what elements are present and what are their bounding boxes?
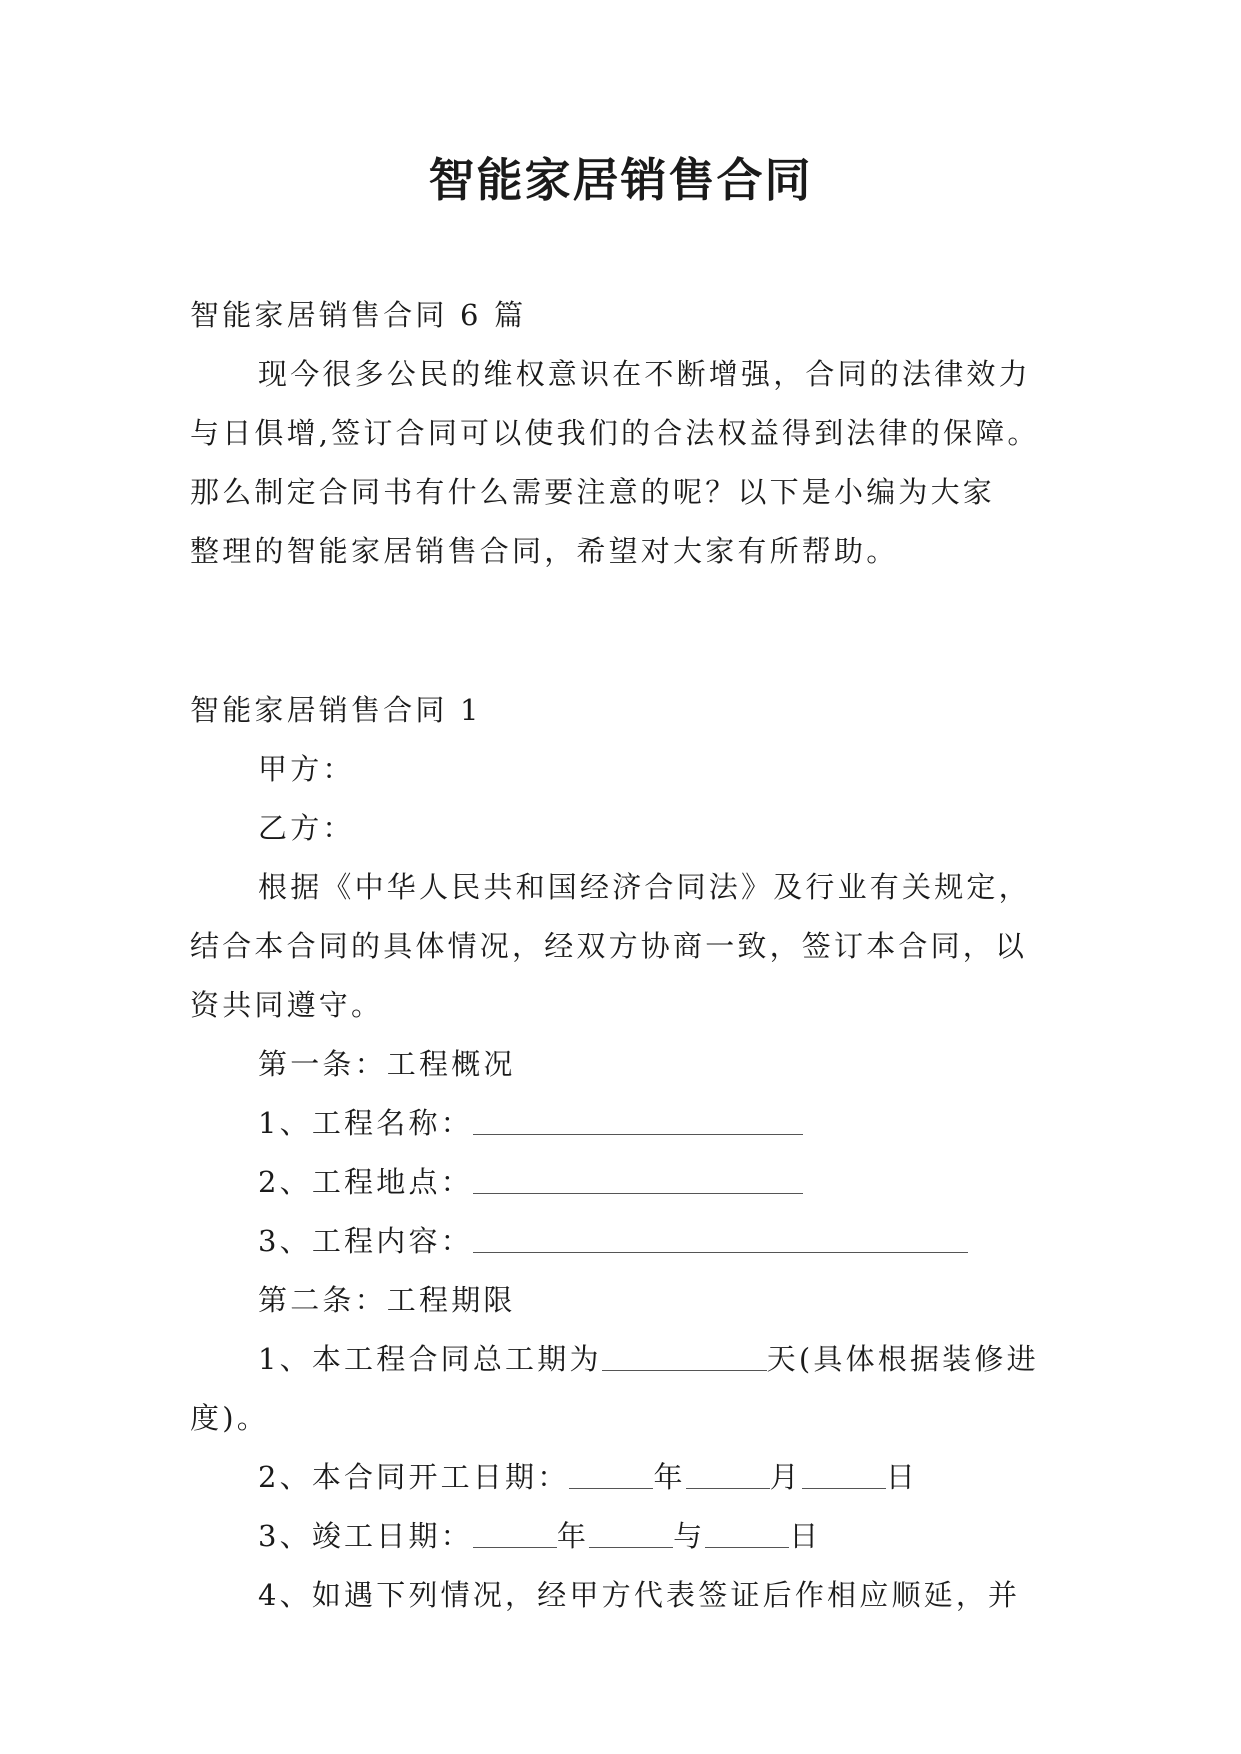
preamble-line-2: 结合本合同的具体情况，经双方协商一致，签订本合同，以 (190, 929, 1028, 963)
party-a-label: 甲方： (258, 752, 355, 786)
article-1-heading: 第一条：工程概况 (258, 1047, 516, 1081)
subtitle: 智能家居销售合同 6 篇 (190, 298, 527, 332)
duration-suffix: 天(具体根据装修进 (766, 1342, 1039, 1376)
project-site-blank (473, 1169, 803, 1194)
project-site-row (190, 1153, 1058, 1212)
start-year-unit: 年 (653, 1460, 686, 1494)
party-b-label: 乙方： (258, 811, 355, 845)
page-title: 智能家居销售合同 (428, 153, 813, 207)
start-month-blank (686, 1464, 770, 1489)
project-site-label: 2、工程地点： (258, 1165, 473, 1199)
start-date-label: 2、本合同开工日期： (258, 1460, 570, 1494)
end-year-unit: 年 (556, 1519, 590, 1553)
end-day-unit: 日 (789, 1519, 822, 1553)
start-date-row (190, 1448, 1058, 1507)
document-body (190, 286, 1058, 1625)
intro-line-1: 现今很多公民的维权意识在不断增强，合同的法律效力 (258, 357, 1031, 391)
contract-heading: 智能家居销售合同 1 (190, 693, 482, 727)
project-content-label: 3、工程内容： (258, 1224, 473, 1258)
duration-continuation: 度)。 (190, 1401, 269, 1435)
duration-row (190, 1330, 1058, 1389)
end-month-blank (589, 1523, 673, 1548)
intro-line-4: 整理的智能家居销售合同，希望对大家有所帮助。 (190, 534, 899, 568)
project-content-row (190, 1212, 1058, 1271)
project-name-row (190, 1094, 1058, 1153)
start-day-blank (802, 1464, 886, 1489)
end-date-row (190, 1507, 1058, 1566)
duration-prefix: 1、本工程合同总工期为 (258, 1342, 602, 1376)
end-yu-unit: 与 (673, 1519, 706, 1553)
start-month-unit: 月 (769, 1460, 802, 1494)
clause-4-line: 4、如遇下列情况，经甲方代表签证后作相应顺延，并 (258, 1578, 1021, 1612)
intro-line-2: 与日俱增,签订合同可以使我们的合法权益得到法律的保障。 (190, 416, 1040, 450)
start-day-unit: 日 (885, 1460, 919, 1494)
start-year-blank (569, 1464, 653, 1489)
end-day-blank (705, 1523, 789, 1548)
duration-blank (602, 1346, 767, 1371)
article-2-heading: 第二条：工程期限 (258, 1283, 516, 1317)
section-spacer (190, 581, 1058, 681)
end-date-label: 3、竣工日期： (258, 1519, 473, 1553)
preamble-line-1: 根据《中华人民共和国经济合同法》及行业有关规定， (258, 870, 1031, 904)
preamble-line-3: 资共同遵守。 (190, 988, 384, 1022)
project-name-blank (473, 1110, 803, 1135)
intro-line-3: 那么制定合同书有什么需要注意的呢？以下是小编为大家 (190, 475, 996, 509)
end-year-blank (473, 1523, 557, 1548)
project-content-blank (473, 1228, 968, 1253)
project-name-label: 1、工程名称： (258, 1106, 473, 1140)
